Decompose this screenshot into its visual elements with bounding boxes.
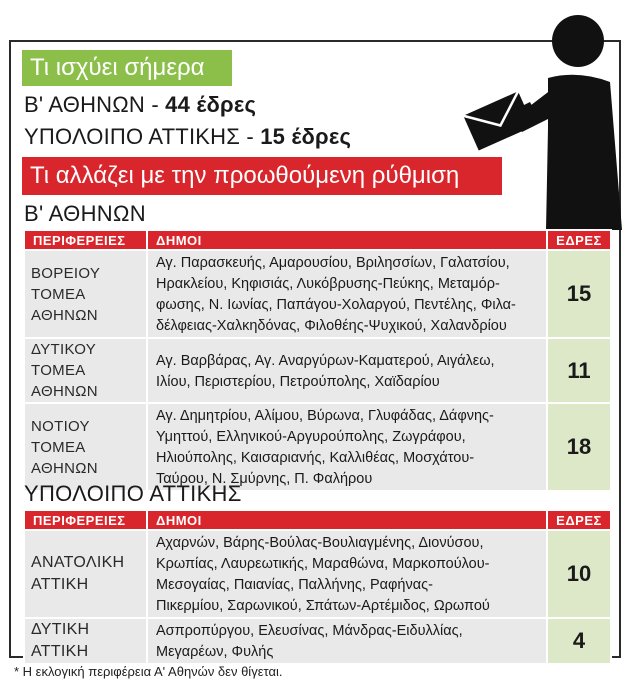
current-b-athens-line [24, 92, 256, 118]
municipalities-line: Υμηττού, Ελληνικού-Αργυρούπολης, Ζωγράφου, [156, 429, 466, 445]
seat-count: 4 [547, 618, 611, 664]
region-cell [24, 338, 147, 403]
region-line: ΑΤΤΙΚΗ [31, 643, 89, 660]
current-b-athens-seats: 44 έδρες [165, 92, 257, 117]
region-line: ΑΘΗΝΩΝ [31, 383, 98, 400]
seat-count: 15 [547, 250, 611, 338]
seat-count: 10 [547, 530, 611, 618]
current-status-badge: Τι ισχύει σήμερα [22, 50, 232, 86]
region-line: ΤΟΜΕΑ [31, 285, 86, 303]
municipalities-line: Ηρακλείου, Κηφισιάς, Λυκόβρυσης-Πεύκης, Μεταμόρ- [156, 276, 500, 292]
current-b-athens-label: Β' ΑΘΗΝΩΝ - [24, 92, 166, 117]
region-line: ΤΟΜΕΑ [31, 438, 86, 456]
table-row [24, 530, 611, 618]
region-line: ΔΥΤΙΚΗ [31, 621, 90, 638]
table-row [24, 250, 611, 338]
municipalities-line: Πικερμίου, Σαρωνικού, Σπάτων-Αρτέμιδος, Ωρωπού [156, 598, 490, 614]
municipalities-line: Αγ. Δημητρίου, Αλίμου, Βύρωνα, Γλυφάδας, Δάφνης- [156, 408, 494, 424]
region-line: ΤΟΜΕΑ [31, 362, 86, 379]
municipalities-line: Ιλίου, Περιστερίου, Πετρούπολης, Χαϊδαρίου [156, 373, 440, 390]
municipalities-cell [147, 250, 547, 338]
municipalities-line: Αγ. Βαρβάρας, Αγ. Αναργύρων-Καματερού, Αιγάλεω, [156, 352, 495, 369]
region-line: ΑΤΤΙΚΗ [31, 576, 89, 593]
municipalities-line: Μεσογαίας, Παιανίας, Παλλήνης, Ραφήνας- [156, 577, 433, 593]
table-row [24, 338, 611, 403]
municipalities-cell [147, 530, 547, 618]
region-cell [24, 618, 147, 664]
header-seats: ΕΔΡΕΣ [547, 510, 611, 530]
voter-with-ballot-envelope-icon [460, 8, 630, 230]
region-line: ΒΟΡΕΙΟΥ [31, 264, 101, 282]
header-regions: ΠΕΡΙΦΕΡΕΙΕΣ [24, 230, 147, 250]
change-badge: Τι αλλάζει με την προωθούμενη ρύθμιση [22, 157, 502, 195]
region-line: ΔΥΤΙΚΟΥ [31, 341, 97, 358]
municipalities-line: Ηλιούπολης, Καισαριανής, Καλλιθέας, Μοσχάτου- [156, 450, 475, 466]
table-row [24, 618, 611, 664]
region-cell [24, 403, 147, 491]
region-line: ΑΘΗΝΩΝ [31, 459, 98, 477]
municipalities-cell [147, 338, 547, 403]
rest-attica-table [23, 509, 612, 665]
region-line: ΝΟΤΙΟΥ [31, 417, 90, 435]
table-header-row [24, 510, 611, 530]
header-municipalities: ΔΗΜΟΙ [147, 230, 547, 250]
header-regions: ΠΕΡΙΦΕΡΕΙΕΣ [24, 510, 147, 530]
table-row [24, 403, 611, 491]
municipalities-line: φωσης, Ν. Ιωνίας, Παπάγου-Χολαργού, Πεντέλης, Φιλα- [156, 297, 516, 313]
region-line: ΑΘΗΝΩΝ [31, 306, 98, 324]
region-cell [24, 530, 147, 618]
section-title-b-athens: Β' ΑΘΗΝΩΝ [24, 201, 146, 226]
header-seats: ΕΔΡΕΣ [547, 230, 611, 250]
municipalities-line: δέλφειας-Χαλκηδόνας, Φιλοθέης-Ψυχικού, Χαλανδρίου [156, 318, 507, 334]
current-rest-attica-seats: 15 έδρες [260, 124, 352, 149]
municipalities-line: Μεγαρέων, Φυλής [156, 644, 274, 660]
municipalities-cell [147, 618, 547, 664]
municipalities-line: Κρωπίας, Λαυρεωτικής, Μαραθώνα, Μαρκοπούλου- [156, 556, 490, 572]
b-athens-table [23, 229, 612, 492]
region-cell [24, 250, 147, 338]
municipalities-line: Αγ. Παρασκευής, Αμαρουσίου, Βριλησσίων, Γαλατσίου, [156, 255, 510, 271]
current-rest-attica-label: ΥΠΟΛΟΙΠΟ ΑΤΤΙΚΗΣ - [24, 124, 261, 149]
region-line: ΑΝΑΤΟΛΙΚΗ [31, 554, 125, 571]
footnote: * Η εκλογική περιφέρεια Α' Αθηνών δεν θίγεται. [14, 664, 283, 679]
current-rest-attica-line [24, 124, 351, 150]
seat-count: 18 [547, 403, 611, 491]
table-header-row [24, 230, 611, 250]
section-title-rest-attica: ΥΠΟΛΟΙΠΟ ΑΤΤΙΚΗΣ [24, 481, 242, 506]
municipalities-line: Αχαρνών, Βάρης-Βούλας-Βουλιαγμένης, Διονύσου, [156, 535, 484, 551]
header-municipalities: ΔΗΜΟΙ [147, 510, 547, 530]
seat-count: 11 [547, 338, 611, 403]
municipalities-line: Ταύρου, Ν. Σμύρνης, Π. Φαλήρου [156, 471, 373, 487]
municipalities-line: Ασπροπύργου, Ελευσίνας, Μάνδρας-Ειδυλλίας, [156, 623, 463, 639]
municipalities-cell [147, 403, 547, 491]
